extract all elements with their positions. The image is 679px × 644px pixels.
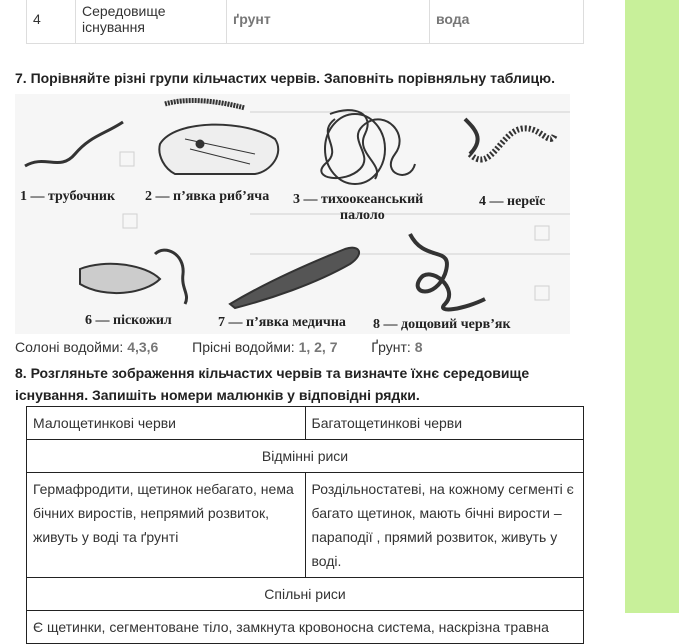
label-4: 4 — нереїс: [479, 194, 546, 209]
row-number: 4: [27, 0, 76, 44]
worm-3-drawing: [321, 110, 415, 184]
fresh-value: 1, 2, 7: [298, 339, 338, 355]
label-3b: палоло: [340, 208, 385, 223]
worm-6-drawing: [80, 250, 187, 304]
table-row: [27, 407, 584, 440]
label-3a: 3 — тихоокеанський: [293, 192, 424, 207]
worm-7-drawing: [230, 248, 359, 308]
question-8: 8. Розгляньте зображення кільчастих червів та визначте їхнє середовище існування. Запишіть номери малюнків у відповідні рядки.: [15, 365, 530, 403]
header-oligochaeta: Малощетинкові черви: [27, 407, 306, 440]
question-7: 7. Порівняйте різні групи кільчастих червів. Заповніть порівняльну таблицю.: [15, 70, 555, 86]
worms-figure: [15, 94, 570, 334]
worm-8-drawing: [410, 234, 485, 309]
table-row: [27, 611, 584, 644]
salt-value: 4,3,6: [127, 339, 159, 355]
salt-label: Солоні водойми:: [15, 339, 124, 355]
fresh-label: Прісні водойми:: [192, 339, 295, 355]
worms-illustration: [15, 94, 570, 334]
answers-line: [15, 339, 422, 355]
diff-polychaeta: Роздільностатеві, на кожному сегменті є багато щетинок, мають бічні вирости – параподії , прямий розвиток, живуть у воді.: [305, 473, 584, 578]
top-table: [26, 0, 584, 44]
common-features: Є щетинки, сегментоване тіло, замкнута кровоносна система, наскрізна травна: [27, 611, 584, 644]
table-row: [27, 578, 584, 611]
label-6: 6 — піскожил: [85, 313, 172, 328]
label-1: 1 — трубочник: [20, 189, 116, 204]
worm-1-drawing: [25, 122, 123, 166]
diff-oligochaeta: Гермафродити, щетинок небагато, нема бічних виростів, непрямий розвиток, живуть у воді та ґрунті: [27, 473, 306, 578]
differences-title: Відмінні риси: [27, 440, 584, 473]
cell-soil: ґрунт: [227, 0, 430, 44]
right-sidebar-strip: [625, 0, 679, 613]
soil-label: Ґрунт:: [371, 339, 411, 355]
table-row: [27, 473, 584, 578]
comparison-table: [26, 406, 584, 644]
header-polychaeta: Багатощетинкові черви: [305, 407, 584, 440]
label-7: 7 — п’явка медична: [218, 315, 346, 330]
common-title: Спільні риси: [27, 578, 584, 611]
label-2: 2 — п’явка риб’яча: [145, 189, 270, 204]
table-row: [27, 440, 584, 473]
worm-4-drawing: [470, 128, 555, 159]
label-8: 8 — дощовий черв’як: [373, 317, 511, 332]
table-row: [27, 0, 584, 44]
cell-water: вода: [430, 0, 584, 44]
soil-value: 8: [414, 339, 423, 355]
row-label: Середовище існування: [76, 0, 227, 44]
